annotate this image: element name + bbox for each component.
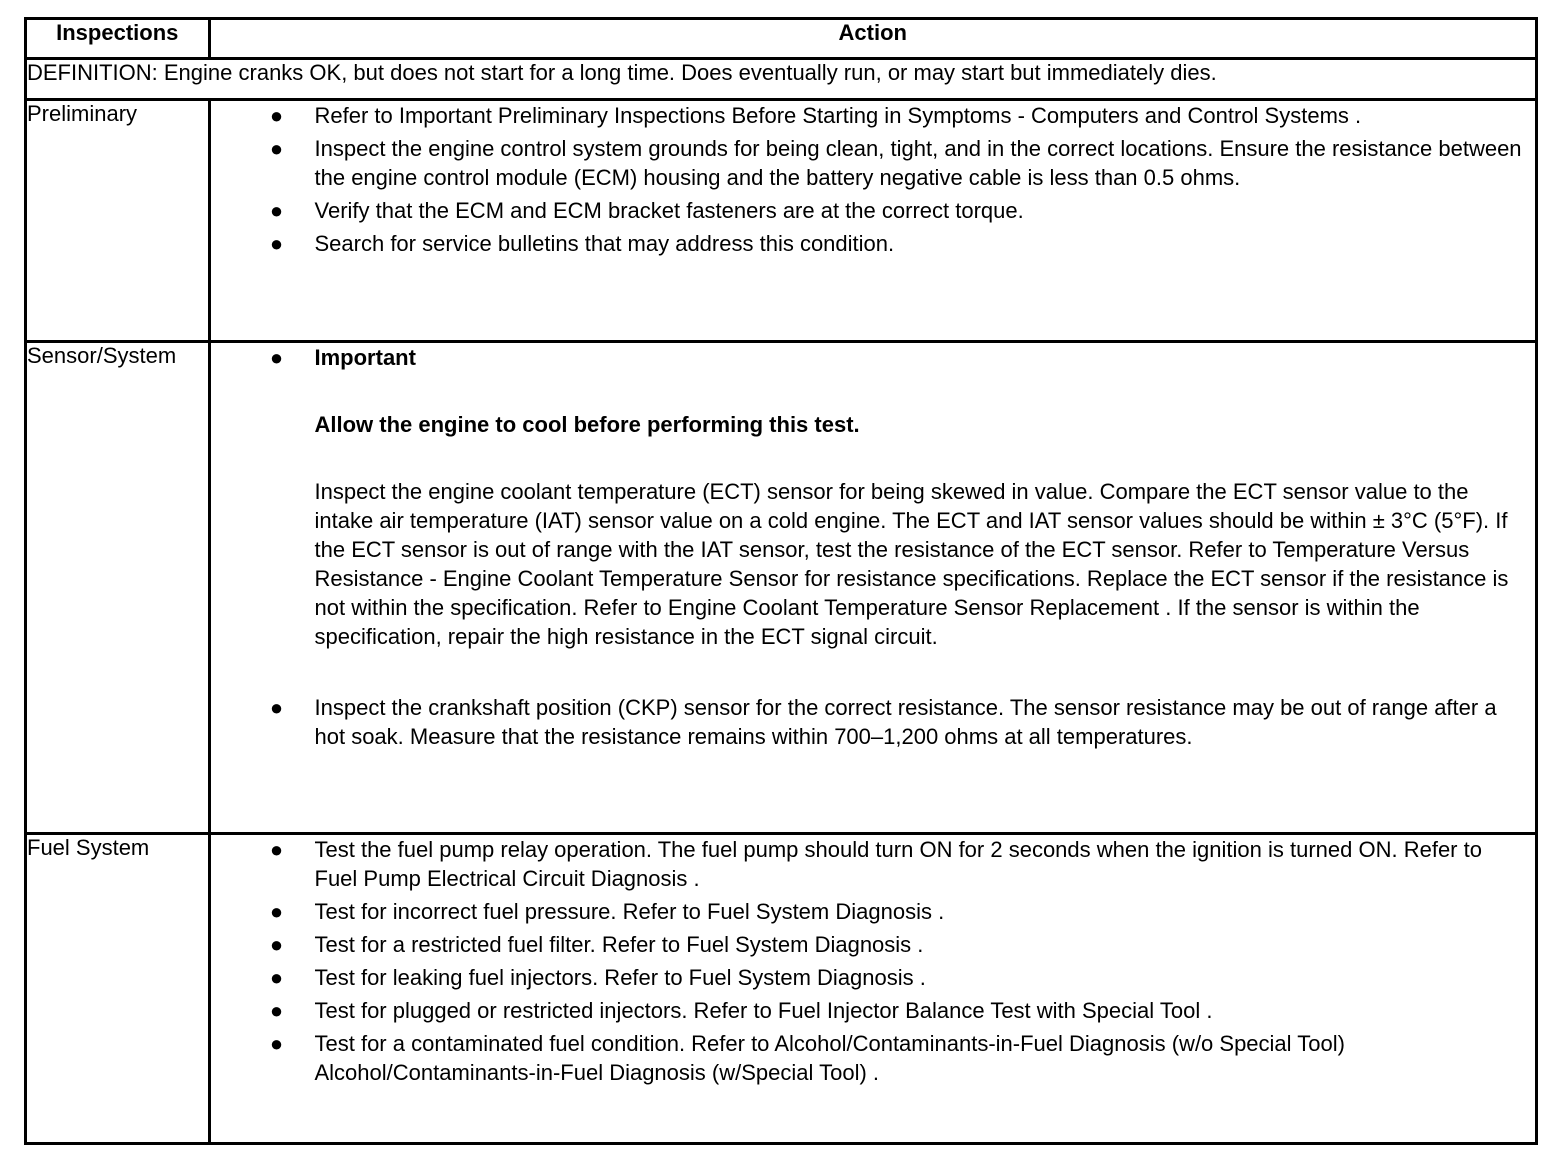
list-item — [211, 134, 1536, 192]
list-item-text: Test for incorrect fuel pressure. Refer to Fuel System Diagnosis . — [314, 899, 945, 924]
list-item — [211, 343, 1536, 651]
header-inspections: Inspections — [27, 20, 209, 59]
important-title: Important — [314, 345, 416, 370]
list-item-text: Test for leaking fuel injectors. Refer to Fuel System Diagnosis . — [314, 965, 926, 990]
list-item-text: Test the fuel pump relay operation. The fuel pump should turn ON for 2 seconds when the ignition is turned ON. Refer to Fuel Pump Electrical Circuit Diagnosis . — [314, 837, 1482, 891]
bullet-icon: ● — [269, 345, 284, 370]
list-item-text: Refer to Important Preliminary Inspections Before Starting in Symptoms - Computers and Control Systems . — [314, 103, 1362, 128]
bullet-icon: ● — [269, 198, 284, 223]
important-note: Allow the engine to cool before performing this test. — [314, 412, 860, 437]
list-item — [211, 101, 1536, 130]
table-row-preliminary — [27, 100, 1535, 342]
bullet-icon: ● — [269, 695, 284, 720]
diagnostic-table — [27, 20, 1535, 1142]
table-row-sensor-system — [27, 342, 1535, 834]
action-cell-sensor-system — [209, 342, 1535, 834]
list-item — [211, 693, 1536, 751]
bullet-icon: ● — [269, 837, 284, 862]
list-item-text: Verify that the ECM and ECM bracket fasteners are at the correct torque. — [314, 198, 1024, 223]
bullet-icon: ● — [269, 932, 284, 957]
definition-text: DEFINITION: Engine cranks OK, but does not start for a long time. Does eventually run, or may start but immediately dies. — [27, 59, 1535, 100]
list-item-text: Inspect the engine control system grounds for being clean, tight, and in the correct locations. Ensure the resistance between the engine control module (ECM) housing and the battery negative cable is less than 0.5 ohms. — [314, 136, 1522, 190]
list-item — [211, 1029, 1536, 1087]
list-item-text: Test for plugged or restricted injectors. Refer to Fuel Injector Balance Test with Special Tool . — [314, 998, 1213, 1023]
row-label-preliminary: Preliminary — [27, 100, 209, 342]
list-item — [211, 229, 1536, 258]
bullet-icon: ● — [269, 231, 284, 256]
action-list — [211, 101, 1536, 258]
header-row — [27, 20, 1535, 59]
list-item — [211, 963, 1536, 992]
list-item-text: Test for a restricted fuel filter. Refer to Fuel System Diagnosis . — [314, 932, 924, 957]
row-label-fuel-system: Fuel System — [27, 834, 209, 1143]
definition-row — [27, 59, 1535, 100]
ect-inspection-text: Inspect the engine coolant temperature (ECT) sensor for being skewed in value. Compare the ECT sensor value to the intake air temperature (IAT) sensor value on a cold engine. The ECT and IAT sensor values should be within ± 3°C (5°F). If the ECT sensor is out of range with the IAT sensor, test the resistance of the ECT sensor. Refer to Temperature Versus Resistance - Engine Coolant Temperature Sensor for resistance specifications. Replace the ECT sensor if the resistance is not within the specification. Refer to Engine Coolant Temperature Sensor Replacement . If the sensor is within the specification, repair the high resistance in the ECT signal circuit. — [314, 479, 1509, 649]
ckp-inspection-text: Inspect the crankshaft position (CKP) sensor for the correct resistance. The sensor resistance may be out of range after a hot soak. Measure that the resistance remains within 700–1,200 ohms at all temperatures. — [314, 695, 1497, 749]
list-item-text: Search for service bulletins that may address this condition. — [314, 231, 895, 256]
diagnostic-table-frame — [24, 17, 1538, 1145]
bullet-icon: ● — [269, 998, 284, 1023]
row-label-sensor-system: Sensor/System — [27, 342, 209, 834]
list-item — [211, 835, 1536, 893]
list-item-text: Test for a contaminated fuel condition. Refer to Alcohol/Contaminants-in-Fuel Diagnosis (w/o Special Tool) Alcohol/Contaminants-in-Fuel Diagnosis (w/Special Tool) . — [314, 1031, 1345, 1085]
list-item — [211, 897, 1536, 926]
bullet-icon: ● — [269, 899, 284, 924]
list-item — [211, 930, 1536, 959]
action-cell-preliminary — [209, 100, 1535, 342]
list-item — [211, 996, 1536, 1025]
list-item — [211, 196, 1536, 225]
header-action: Action — [209, 20, 1535, 59]
bullet-icon: ● — [269, 136, 284, 161]
action-list — [211, 343, 1536, 751]
action-cell-fuel-system — [209, 834, 1535, 1143]
bullet-icon: ● — [269, 965, 284, 990]
bullet-icon: ● — [269, 103, 284, 128]
action-list — [211, 835, 1536, 1087]
table-row-fuel-system — [27, 834, 1535, 1143]
bullet-icon: ● — [269, 1031, 284, 1056]
